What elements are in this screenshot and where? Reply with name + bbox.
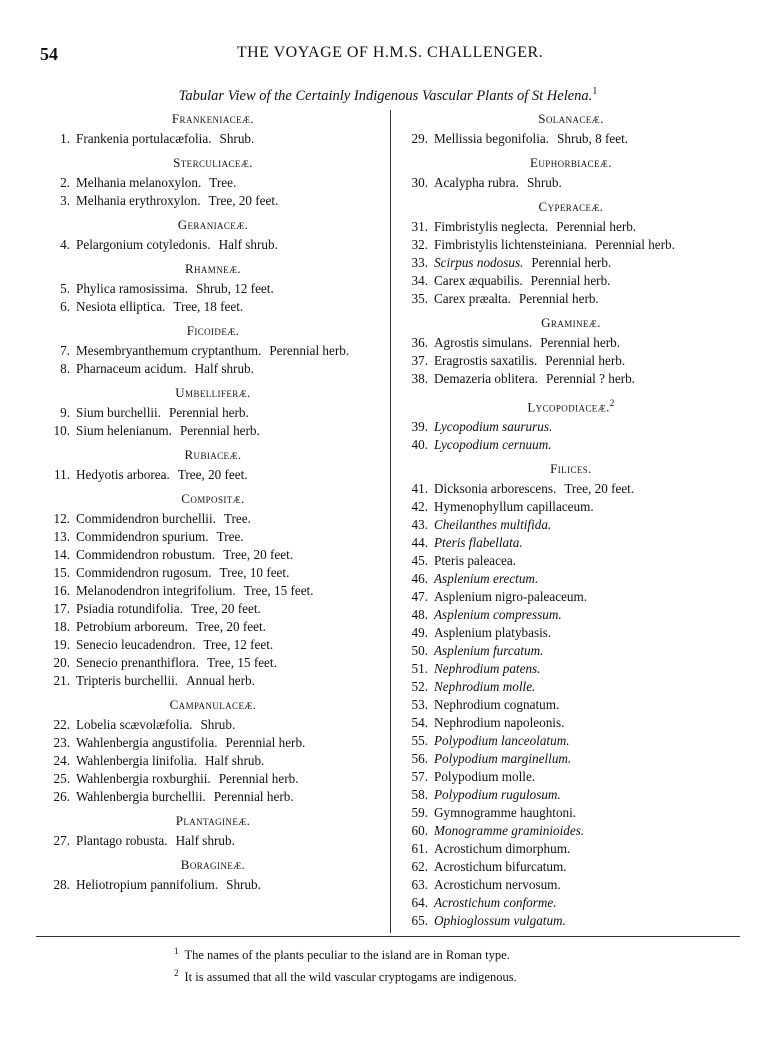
entry-number: 54.: [411, 715, 428, 731]
entry-number: 18.: [53, 619, 70, 634]
caption-text: Tabular View of the Certainly Indigenous Vascular Plants of St Helena.: [178, 87, 593, 104]
entry-number: 47.: [411, 589, 428, 605]
entry-number: 59.: [411, 805, 428, 821]
plant-name: Psiadia rotundifolia.: [76, 601, 183, 616]
entry-number: 34.: [411, 273, 428, 288]
plant-entry: [398, 696, 744, 714]
plant-name: Acrostichum nervosum.: [434, 877, 561, 893]
entry-number: 22.: [53, 717, 70, 732]
footnote-rule: [36, 936, 740, 937]
plant-habit: Tree, 18 feet.: [173, 299, 244, 314]
plant-name: Cheilanthes multifida.: [434, 517, 552, 533]
plant-name: Commidendron robustum.: [76, 547, 216, 562]
column-divider: [390, 110, 391, 933]
plant-name: Asplenium platybasis.: [434, 625, 552, 641]
plant-name: Pelargonium cotyledonis.: [76, 237, 211, 252]
entry-number: 14.: [53, 547, 70, 562]
entry-number: 53.: [411, 697, 428, 713]
entry-number: 15.: [53, 565, 70, 580]
plant-entry: [398, 334, 744, 352]
plant-habit: Shrub, 12 feet.: [196, 281, 274, 296]
entry-number: 36.: [411, 335, 428, 350]
entry-number: 58.: [411, 787, 428, 803]
entry-number: 25.: [53, 771, 70, 786]
plant-habit: Tree, 15 feet.: [207, 655, 277, 670]
plant-habit: Shrub.: [219, 131, 255, 146]
family-name: Boragineæ.: [180, 857, 246, 872]
family-name: Campanulaceæ.: [169, 697, 257, 712]
entry-number: 28.: [53, 877, 70, 892]
plant-entry: [40, 618, 386, 636]
family-name: Ficoideæ.: [186, 323, 240, 338]
family-name: Rhamneæ.: [184, 261, 242, 276]
entry-number: 49.: [411, 625, 428, 641]
entry-number: 63.: [411, 877, 428, 893]
entry-number: 60.: [411, 823, 428, 839]
plant-habit: Tree.: [209, 175, 237, 190]
plant-entry: [40, 564, 386, 582]
plant-habit: Tree.: [216, 529, 244, 544]
family-name: Filices.: [550, 461, 592, 477]
entry-number: 23.: [53, 735, 70, 750]
page-header: [40, 44, 740, 66]
plant-name: Lycopodium saururus.: [434, 419, 553, 435]
plant-entry: [398, 236, 744, 254]
footnote: [174, 942, 517, 964]
caption-footnote-mark: 1: [592, 86, 598, 97]
entry-number: 55.: [411, 733, 428, 749]
plant-entry: [398, 480, 744, 498]
plant-habit: Tree, 20 feet.: [190, 601, 261, 616]
entry-number: 20.: [53, 655, 70, 670]
plant-name: Asplenium erectum.: [434, 571, 539, 587]
plant-entry: [398, 552, 744, 570]
plant-habit: Half shrub.: [194, 361, 254, 376]
entry-number: 24.: [53, 753, 70, 768]
entry-number: 41.: [411, 481, 428, 497]
entry-number: 21.: [53, 673, 70, 688]
family-heading: [398, 154, 744, 172]
footnote-text: The names of the plants peculiar to the island are in Roman type.: [184, 948, 510, 963]
entry-number: 19.: [53, 637, 70, 652]
plant-habit: Tree, 20 feet.: [223, 547, 294, 562]
family-name: Gramineæ.: [541, 315, 601, 330]
plant-habit: Tree, 10 feet.: [219, 565, 290, 580]
plant-habit: Perennial herb.: [179, 423, 260, 438]
plant-habit: Perennial herb.: [213, 789, 294, 804]
entry-number: 40.: [411, 437, 428, 453]
footnote-mark: 1: [174, 946, 179, 956]
plant-name: Acalypha rubra.: [434, 175, 519, 190]
plant-name: Melanodendron integrifolium.: [76, 583, 236, 598]
plant-habit: Shrub, 8 feet.: [557, 131, 629, 146]
entry-number: 6.: [60, 299, 70, 314]
plant-habit: Perennial herb.: [556, 219, 637, 234]
plant-habit: Perennial herb.: [168, 405, 249, 420]
entry-number: 1.: [60, 131, 70, 146]
plant-entry: [398, 606, 744, 624]
footnote-mark: 2: [174, 968, 179, 979]
plant-name: Acrostichum bifurcatum.: [434, 859, 567, 875]
family-name: Lycopodiaceæ.: [527, 399, 610, 415]
entry-number: 4.: [60, 237, 70, 252]
plant-entry: [398, 822, 744, 840]
footnote-text: It is assumed that all the wild vascular cryptogams are indigenous.: [184, 970, 517, 985]
plant-name: Lobelia scævolæfolia.: [76, 717, 193, 732]
plant-habit: Perennial herb.: [595, 237, 675, 252]
entry-number: 52.: [411, 679, 428, 695]
family-name: Compositæ.: [181, 491, 245, 506]
plant-habit: Tree, 20 feet.: [564, 481, 635, 497]
entry-number: 9.: [60, 405, 70, 420]
family-name: Rubiaceæ.: [184, 447, 242, 462]
plant-name: Hymenophyllum capillaceum.: [434, 499, 594, 515]
plant-entry: [40, 466, 386, 484]
entry-number: 46.: [411, 571, 428, 587]
plant-habit: Tree, 12 feet.: [203, 637, 274, 652]
plant-entry: [398, 660, 744, 678]
entry-number: 11.: [54, 467, 70, 482]
entry-number: 30.: [411, 175, 428, 190]
plant-name: Commidendron burchellii.: [76, 511, 216, 526]
plant-habit: Half shrub.: [205, 753, 265, 768]
entry-number: 57.: [411, 769, 428, 785]
entry-number: 37.: [411, 353, 428, 368]
footnote: [174, 964, 517, 986]
plant-entry: [40, 130, 386, 148]
plant-name: Asplenium nigro-paleaceum.: [434, 589, 588, 605]
plant-entry: [398, 290, 744, 308]
plant-name: Lycopodium cernuum.: [434, 437, 552, 453]
plant-habit: Half shrub.: [175, 833, 235, 848]
plant-name: Tripteris burchellii.: [76, 673, 179, 688]
plant-name: Frankenia portulacæfolia.: [76, 131, 212, 146]
plant-entry: [398, 254, 744, 272]
entry-number: 31.: [411, 219, 428, 234]
plant-entry: [398, 370, 744, 388]
plant-entry: [40, 636, 386, 654]
plant-name: Demazeria oblitera.: [434, 371, 538, 386]
plant-name: Heliotropium pannifolium.: [76, 877, 219, 892]
family-name: Plantagineæ.: [175, 813, 251, 828]
entry-number: 62.: [411, 859, 428, 875]
plant-entry: [40, 600, 386, 618]
family-name: Geraniaceæ.: [177, 217, 249, 232]
plant-entry: [40, 510, 386, 528]
plant-entry: [40, 734, 386, 752]
plant-habit: Perennial ? herb.: [545, 371, 635, 386]
family-heading: [40, 154, 386, 172]
plant-habit: Perennial herb.: [225, 735, 306, 750]
plant-name: Nephrodium cognatum.: [434, 697, 560, 713]
entry-number: 51.: [411, 661, 428, 677]
entry-number: 42.: [411, 499, 428, 515]
plant-name: Pharnaceum acidum.: [76, 361, 187, 376]
plant-entry: [398, 750, 744, 768]
entry-number: 8.: [60, 361, 70, 376]
plant-entry: [398, 714, 744, 732]
plant-entry: [398, 570, 744, 588]
entry-number: 26.: [53, 789, 70, 804]
entry-number: 17.: [53, 601, 70, 616]
plant-name: Polypodium lanceolatum.: [434, 733, 570, 749]
plant-entry: [398, 768, 744, 786]
page-number: 54: [40, 44, 58, 64]
plant-habit: Tree, 20 feet.: [208, 193, 279, 208]
entry-number: 10.: [53, 423, 70, 438]
left-column: [40, 110, 386, 894]
table-caption: [0, 86, 776, 105]
plant-name: Phylica ramosissima.: [76, 281, 189, 296]
plant-name: Monogramme graminioides.: [434, 823, 585, 839]
plant-habit: Tree.: [223, 511, 251, 526]
plant-name: Melhania erythroxylon.: [76, 193, 201, 208]
plant-name: Wahlenbergia burchellii.: [76, 789, 206, 804]
family-heading: [40, 490, 386, 508]
plant-name: Nephrodium patens.: [434, 661, 541, 677]
plant-entry: [398, 534, 744, 552]
entry-number: 61.: [411, 841, 428, 857]
plant-habit: Perennial herb.: [269, 343, 350, 358]
entry-number: 2.: [60, 175, 70, 190]
entry-number: 7.: [60, 343, 70, 358]
plant-entry: [398, 732, 744, 750]
plant-entry: [40, 876, 386, 894]
entry-number: 43.: [411, 517, 428, 533]
entry-number: 32.: [411, 237, 428, 252]
entry-number: 44.: [411, 535, 428, 551]
plant-entry: [40, 672, 386, 690]
plant-name: Acrostichum dimorphum.: [434, 841, 571, 857]
family-heading: [40, 322, 386, 340]
plant-name: Dicksonia arborescens.: [434, 481, 557, 497]
plant-entry: [398, 352, 744, 370]
plant-name: Hedyotis arborea.: [76, 467, 170, 482]
entry-number: 39.: [411, 419, 428, 435]
plant-entry: [398, 840, 744, 858]
plant-name: Scirpus nodosus.: [434, 255, 524, 270]
entry-number: 65.: [411, 913, 428, 929]
family-name: Frankeniaceæ.: [171, 111, 255, 126]
plant-entry: [398, 418, 744, 436]
plant-entry: [40, 546, 386, 564]
family-name: Solanaceæ.: [538, 111, 604, 126]
plant-entry: [398, 804, 744, 822]
entry-number: 5.: [60, 281, 70, 296]
family-name: Euphorbiaceæ.: [530, 155, 612, 170]
plant-entry: [398, 786, 744, 804]
plant-entry: [398, 588, 744, 606]
plant-habit: Perennial herb.: [518, 291, 599, 306]
plant-name: Plantago robusta.: [76, 833, 168, 848]
plant-entry: [398, 678, 744, 696]
plant-habit: Tree, 20 feet.: [177, 467, 248, 482]
plant-entry: [398, 894, 744, 912]
plant-habit: Shrub.: [526, 175, 562, 190]
plant-entry: [40, 360, 386, 378]
plant-entry: [398, 642, 744, 660]
family-heading: [40, 856, 386, 874]
plant-entry: [398, 876, 744, 894]
plant-entry: [40, 582, 386, 600]
plant-entry: [40, 174, 386, 192]
family-name: Sterculiaceæ.: [173, 155, 253, 170]
plant-name: Pteris flabellata.: [434, 535, 523, 551]
plant-name: Asplenium compressum.: [434, 607, 562, 623]
running-title: THE VOYAGE OF H.M.S. CHALLENGER.: [236, 44, 544, 61]
entry-number: 48.: [411, 607, 428, 623]
plant-entry: [398, 436, 744, 454]
entry-number: 29.: [411, 131, 428, 146]
plant-name: Mellissia begonifolia.: [434, 131, 550, 146]
plant-entry: [40, 192, 386, 210]
plant-habit: Perennial herb.: [218, 771, 299, 786]
plant-entry: [398, 624, 744, 642]
plant-name: Acrostichum conforme.: [434, 895, 557, 911]
plant-habit: Perennial herb.: [531, 255, 612, 270]
plant-entry: [40, 236, 386, 254]
family-heading: [398, 460, 744, 478]
plant-name: Pteris paleacea.: [434, 553, 517, 569]
plant-entry: [398, 130, 744, 148]
family-footnote-mark: 2: [609, 398, 615, 408]
footnotes: [174, 942, 517, 986]
plant-entry: [398, 272, 744, 290]
family-name: Umbelliferæ.: [175, 385, 251, 400]
plant-entry: [40, 770, 386, 788]
plant-name: Senecio prenanthiflora.: [76, 655, 200, 670]
plant-entry: [40, 752, 386, 770]
entry-number: 35.: [411, 291, 428, 306]
right-column: [398, 110, 744, 930]
plant-name: Carex æquabilis.: [434, 273, 523, 288]
plant-habit: Perennial herb.: [545, 353, 626, 368]
plant-name: Melhania melanoxylon.: [76, 175, 202, 190]
plant-name: Nesiota elliptica.: [76, 299, 166, 314]
plant-name: Eragrostis saxatilis.: [434, 353, 538, 368]
entry-number: 3.: [60, 193, 70, 208]
family-heading: [40, 446, 386, 464]
plant-name: Carex præalta.: [434, 291, 511, 306]
plant-habit: Annual herb.: [186, 673, 255, 688]
plant-habit: Perennial herb.: [530, 273, 611, 288]
plant-name: Agrostis simulans.: [434, 335, 533, 350]
plant-name: Polypodium rugulosum.: [434, 787, 561, 803]
plant-entry: [398, 498, 744, 516]
plant-habit: Half shrub.: [218, 237, 278, 252]
plant-name: Sium burchellii.: [76, 405, 161, 420]
plant-name: Senecio leucadendron.: [76, 637, 196, 652]
plant-name: Petrobium arboreum.: [76, 619, 189, 634]
plant-name: Sium helenianum.: [76, 423, 172, 438]
plant-name: Wahlenbergia roxburghii.: [76, 771, 211, 786]
plant-name: Polypodium marginellum.: [434, 751, 572, 767]
family-heading: [398, 314, 744, 332]
plant-habit: Perennial herb.: [540, 335, 621, 350]
entry-number: 33.: [411, 255, 428, 270]
plant-name: Wahlenbergia linifolia.: [76, 753, 198, 768]
plant-entry: [398, 516, 744, 534]
plant-entry: [40, 654, 386, 672]
plant-name: Mesembryanthemum cryptanthum.: [76, 343, 262, 358]
plant-entry: [40, 280, 386, 298]
family-heading: [398, 198, 744, 216]
family-name: Cyperaceæ.: [538, 199, 604, 214]
plant-entry: [398, 174, 744, 192]
plant-entry: [40, 788, 386, 806]
plant-entry: [40, 342, 386, 360]
entry-number: 56.: [411, 751, 428, 767]
entry-number: 64.: [411, 895, 428, 911]
entry-number: 45.: [411, 553, 428, 569]
family-heading: [398, 110, 744, 128]
plant-habit: Tree, 20 feet.: [196, 619, 266, 634]
plant-habit: Tree, 15 feet.: [243, 583, 314, 598]
family-heading: [40, 812, 386, 830]
family-heading: [40, 260, 386, 278]
plant-name: Nephrodium molle.: [434, 679, 536, 695]
plant-name: Asplenium furcatum.: [434, 643, 544, 659]
plant-name: Ophioglossum vulgatum.: [434, 913, 566, 929]
plant-entry: [398, 858, 744, 876]
family-heading: [40, 216, 386, 234]
plant-name: Fimbristylis neglecta.: [434, 219, 549, 234]
entry-number: 38.: [411, 371, 428, 386]
entry-number: 16.: [53, 583, 70, 598]
family-heading: [40, 384, 386, 402]
entry-number: 12.: [53, 511, 70, 526]
plant-name: Commidendron rugosum.: [76, 565, 212, 580]
plant-entry: [40, 528, 386, 546]
plant-name: Fimbristylis lichtensteiniana.: [434, 237, 588, 252]
entry-number: 27.: [53, 833, 70, 848]
plant-entry: [40, 422, 386, 440]
plant-name: Polypodium molle.: [434, 769, 536, 785]
plant-name: Gymnogramme haughtoni.: [434, 805, 577, 821]
plant-name: Wahlenbergia angustifolia.: [76, 735, 218, 750]
entry-number: 13.: [53, 529, 70, 544]
family-heading: [398, 394, 744, 416]
plant-entry: [398, 218, 744, 236]
plant-entry: [40, 716, 386, 734]
plant-name: Nephrodium napoleonis.: [434, 715, 565, 731]
plant-habit: Shrub.: [226, 877, 261, 892]
family-heading: [40, 110, 386, 128]
plant-entry: [40, 298, 386, 316]
plant-entry: [40, 832, 386, 850]
plant-name: Commidendron spurium.: [76, 529, 209, 544]
plant-entry: [40, 404, 386, 422]
entry-number: 50.: [411, 643, 428, 659]
plant-habit: Shrub.: [200, 717, 236, 732]
plant-entry: [398, 912, 744, 930]
family-heading: [40, 696, 386, 714]
